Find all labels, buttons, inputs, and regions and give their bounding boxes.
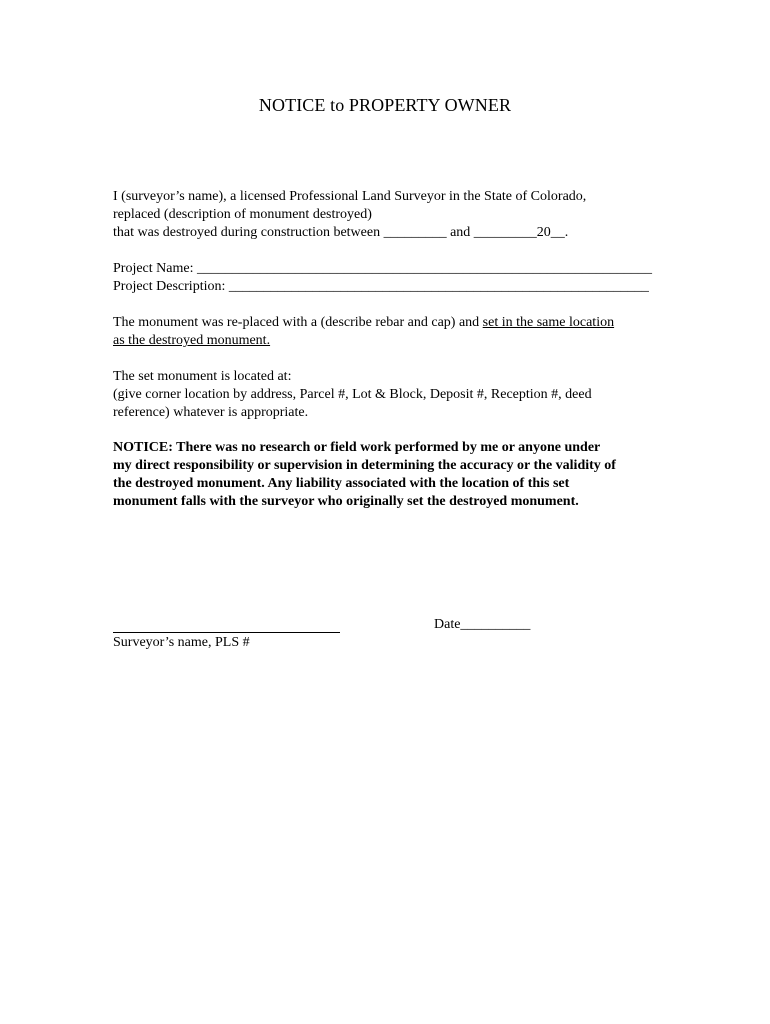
intro-line-2: replaced (description of monument destroyed) (113, 207, 372, 222)
monument-paragraph (113, 314, 673, 350)
project-name-line: Project Name: _________________________________________________________________ (113, 261, 652, 276)
signature-line (113, 632, 340, 633)
location-line-3: reference) whatever is appropriate. (113, 405, 309, 420)
monument-line-1-underlined: set in the same location (482, 315, 615, 330)
notice-line-1: NOTICE: There was no research or field work performed by me or anyone under (113, 440, 601, 455)
project-paragraph (113, 260, 673, 296)
document-title: NOTICE to PROPERTY OWNER (258, 95, 512, 115)
location-paragraph (113, 368, 673, 422)
notice-line-2: my direct responsibility or supervision in determining the accuracy or the validity of (113, 458, 616, 473)
intro-line-3: that was destroyed during construction between _________ and _________20__. (113, 225, 569, 240)
notice-line-3: the destroyed monument. Any liability associated with the location of this set (113, 476, 570, 491)
notice-line-4: monument falls with the surveyor who originally set the destroyed monument. (113, 494, 579, 509)
signature-label: Surveyor’s name, PLS # (113, 635, 250, 650)
monument-line-2-underlined: as the destroyed monument. (113, 333, 271, 348)
intro-line-1: I (surveyor’s name), a licensed Professional Land Surveyor in the State of Colorado, (113, 189, 587, 204)
monument-line-1-text: The monument was re-placed with a (describe rebar and cap) and (113, 315, 483, 330)
location-line-2: (give corner location by address, Parcel #, Lot & Block, Deposit #, Reception #, deed (113, 387, 592, 402)
intro-paragraph (113, 188, 673, 242)
project-description-line: Project Description: ____________________________________________________________ (113, 279, 649, 294)
date-field: Date__________ (434, 617, 531, 632)
monument-line-1 (113, 314, 673, 332)
notice-paragraph (113, 439, 673, 511)
location-line-1: The set monument is located at: (113, 369, 292, 384)
